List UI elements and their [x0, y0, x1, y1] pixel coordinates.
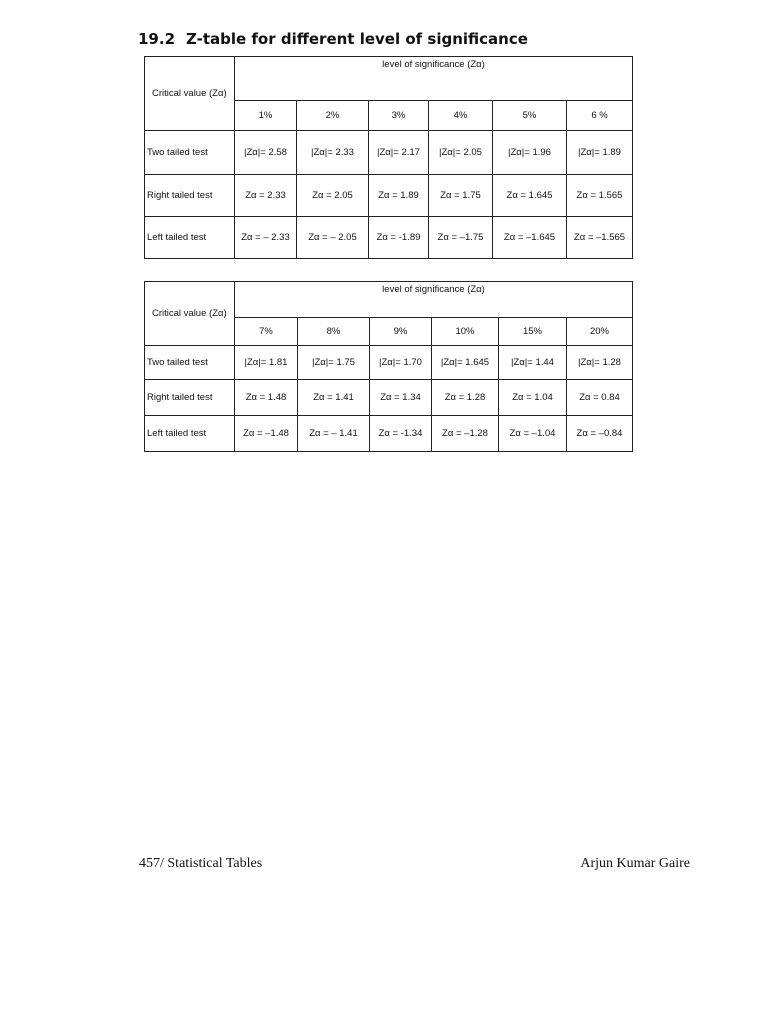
- z-table-2: [144, 281, 633, 452]
- table-cell: Zα = –1.645: [493, 217, 567, 259]
- col-header: 4%: [429, 101, 493, 131]
- table-cell: Zα = 1.565: [567, 175, 633, 217]
- corner-label: Critical value (Zα): [145, 282, 235, 346]
- row-label: Left tailed test: [145, 416, 235, 452]
- table-row: [145, 175, 633, 217]
- table-cell: |Zα|= 1.645: [432, 346, 499, 380]
- table-cell: |Zα|= 1.89: [567, 131, 633, 175]
- table-row: [145, 346, 633, 380]
- group-header: level of significance (Zα): [235, 282, 633, 318]
- footer-author: Arjun Kumar Gaire: [580, 856, 690, 871]
- table-cell: Zα = 1.28: [432, 380, 499, 416]
- table-cell: Zα = 1.34: [370, 380, 432, 416]
- table-cell: Zα = 0.84: [567, 380, 633, 416]
- table-cell: |Zα|= 1.81: [235, 346, 298, 380]
- section-title: Z-table for different level of significance: [186, 30, 528, 48]
- table-cell: Zα = 1.645: [493, 175, 567, 217]
- row-label: Right tailed test: [145, 175, 235, 217]
- table-cell: Zα = 1.75: [429, 175, 493, 217]
- group-header: level of significance (Zα): [235, 57, 633, 101]
- table-cell: Zα = –1.565: [567, 217, 633, 259]
- table-row: [145, 131, 633, 175]
- table-cell: |Zα|= 1.96: [493, 131, 567, 175]
- col-header: 15%: [499, 318, 567, 346]
- table-cell: Zα = –1.75: [429, 217, 493, 259]
- table-row: [145, 416, 633, 452]
- table-cell: |Zα|= 2.33: [297, 131, 369, 175]
- col-header: 7%: [235, 318, 298, 346]
- col-header: 20%: [567, 318, 633, 346]
- table-cell: Zα = -1.89: [369, 217, 429, 259]
- section-number: 19.2: [138, 30, 176, 48]
- row-label: Right tailed test: [145, 380, 235, 416]
- section-heading: [138, 30, 528, 48]
- col-header: 2%: [297, 101, 369, 131]
- col-header: 10%: [432, 318, 499, 346]
- table-cell: |Zα|= 1.28: [567, 346, 633, 380]
- footer-page-label: 457/ Statistical Tables: [139, 856, 263, 871]
- table-cell: Zα = 1.41: [298, 380, 370, 416]
- col-header: 9%: [370, 318, 432, 346]
- table-cell: Zα = – 2.05: [297, 217, 369, 259]
- row-label: Left tailed test: [145, 217, 235, 259]
- table-cell: |Zα|= 2.05: [429, 131, 493, 175]
- row-label: Two tailed test: [145, 346, 235, 380]
- table-cell: Zα = – 2.33: [235, 217, 297, 259]
- table-cell: Zα = 2.05: [297, 175, 369, 217]
- table-cell: Zα = –1.48: [235, 416, 298, 452]
- col-header: 1%: [235, 101, 297, 131]
- table-cell: Zα = 1.89: [369, 175, 429, 217]
- table-cell: |Zα|= 2.17: [369, 131, 429, 175]
- table-row: [145, 380, 633, 416]
- table-cell: |Zα|= 1.44: [499, 346, 567, 380]
- table-cell: Zα = 1.04: [499, 380, 567, 416]
- table-row: [145, 217, 633, 259]
- table-cell: Zα = –1.28: [432, 416, 499, 452]
- col-header: 6 %: [567, 101, 633, 131]
- col-header: 8%: [298, 318, 370, 346]
- table-cell: |Zα|= 1.75: [298, 346, 370, 380]
- table-cell: Zα = –1.04: [499, 416, 567, 452]
- table-cell: Zα = 2.33: [235, 175, 297, 217]
- col-header: 3%: [369, 101, 429, 131]
- col-header: 5%: [493, 101, 567, 131]
- table-cell: |Zα|= 1.70: [370, 346, 432, 380]
- table-cell: Zα = – 1.41: [298, 416, 370, 452]
- table-cell: Zα = 1.48: [235, 380, 298, 416]
- table-cell: Zα = -1.34: [370, 416, 432, 452]
- row-label: Two tailed test: [145, 131, 235, 175]
- z-table-1: [144, 56, 633, 259]
- corner-label: Critical value (Zα): [145, 57, 235, 131]
- table-cell: Zα = –0.84: [567, 416, 633, 452]
- table-cell: |Zα|= 2.58: [235, 131, 297, 175]
